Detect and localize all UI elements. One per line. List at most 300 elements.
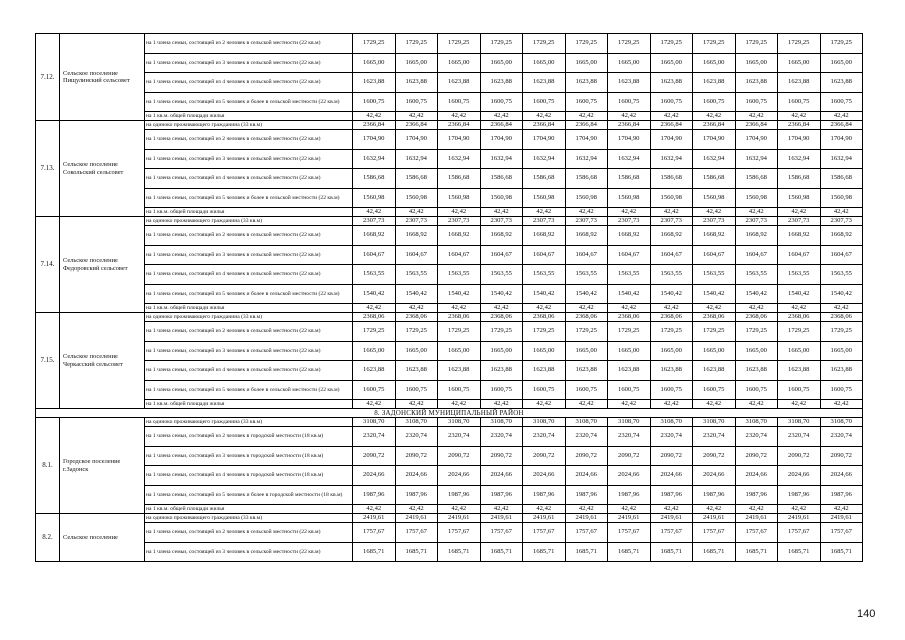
value-cell: 42,42 <box>650 400 693 409</box>
value-cell: 1604,67 <box>693 245 736 265</box>
value-cell: 42,42 <box>438 505 481 514</box>
value-cell: 2307,73 <box>820 217 863 226</box>
value-cell: 1632,94 <box>820 149 863 169</box>
value-cell: 1623,88 <box>438 361 481 381</box>
value-cell: 42,42 <box>650 208 693 217</box>
value-cell: 1586,68 <box>353 169 396 189</box>
table-row <box>36 188 863 208</box>
value-cell: 1729,25 <box>608 322 651 342</box>
category-label: на 1 кв.м. общей площади жилья <box>145 505 353 514</box>
value-cell: 42,42 <box>395 112 438 121</box>
value-cell: 42,42 <box>523 112 566 121</box>
value-cell: 2419,61 <box>480 514 523 523</box>
value-cell: 1665,00 <box>480 53 523 73</box>
value-cell: 3108,70 <box>608 418 651 427</box>
value-cell: 2368,06 <box>778 313 821 322</box>
value-cell: 1665,00 <box>735 341 778 361</box>
value-cell: 1623,88 <box>693 73 736 93</box>
value-cell: 42,42 <box>735 112 778 121</box>
table-row <box>36 265 863 285</box>
table-row <box>36 284 863 304</box>
value-cell: 1586,68 <box>735 169 778 189</box>
value-cell: 1665,00 <box>735 53 778 73</box>
value-cell: 1540,42 <box>480 284 523 304</box>
value-cell: 3108,70 <box>353 418 396 427</box>
value-cell: 1704,90 <box>395 130 438 150</box>
value-cell: 42,42 <box>608 304 651 313</box>
value-cell: 42,42 <box>820 400 863 409</box>
value-cell: 2320,74 <box>523 427 566 447</box>
value-cell: 1560,98 <box>693 188 736 208</box>
category-label: на 1 члена семьи, состоящей из 4 человек в городской местности (18 кв.м) <box>145 466 353 486</box>
value-cell: 1987,96 <box>735 485 778 505</box>
value-cell: 1685,71 <box>438 542 481 562</box>
value-cell: 42,42 <box>353 400 396 409</box>
value-cell: 1704,90 <box>650 130 693 150</box>
section-title: 8. ЗАДОНСКИЙ МУНИЦИПАЛЬНЫЙ РАЙОН <box>36 409 863 418</box>
value-cell: 42,42 <box>820 505 863 514</box>
value-cell: 1604,67 <box>353 245 396 265</box>
category-label: на 1 члена семьи, состоящей из 3 человек в сельской местности (22 кв.м) <box>145 149 353 169</box>
value-cell: 1623,88 <box>438 73 481 93</box>
value-cell: 1685,71 <box>565 542 608 562</box>
value-cell: 1540,42 <box>693 284 736 304</box>
value-cell: 2320,74 <box>608 427 651 447</box>
value-cell: 42,42 <box>820 112 863 121</box>
value-cell: 1560,98 <box>353 188 396 208</box>
value-cell: 2024,66 <box>650 466 693 486</box>
value-cell: 1604,67 <box>608 245 651 265</box>
value-cell: 1729,25 <box>523 322 566 342</box>
value-cell: 1729,25 <box>353 322 396 342</box>
value-cell: 1604,67 <box>395 245 438 265</box>
value-cell: 1560,98 <box>523 188 566 208</box>
value-cell: 2090,72 <box>480 446 523 466</box>
category-label: на одиноко проживающего гражданина (33 кв.м) <box>145 313 353 322</box>
value-cell: 1987,96 <box>778 485 821 505</box>
value-cell: 1563,55 <box>523 265 566 285</box>
value-cell: 1563,55 <box>820 265 863 285</box>
value-cell: 1632,94 <box>438 149 481 169</box>
value-cell: 1623,88 <box>820 361 863 381</box>
value-cell: 1604,67 <box>778 245 821 265</box>
value-cell: 3108,70 <box>650 418 693 427</box>
value-cell: 1632,94 <box>395 149 438 169</box>
value-cell: 42,42 <box>438 400 481 409</box>
table-row <box>36 53 863 73</box>
value-cell: 1757,67 <box>693 523 736 543</box>
value-cell: 42,42 <box>395 208 438 217</box>
value-cell: 1665,00 <box>395 53 438 73</box>
value-cell: 42,42 <box>778 112 821 121</box>
category-label: на 1 члена семьи, состоящей из 2 человек в городской местности (18 кв.м) <box>145 427 353 447</box>
value-cell: 42,42 <box>693 304 736 313</box>
value-cell: 42,42 <box>480 400 523 409</box>
value-cell: 1540,42 <box>395 284 438 304</box>
value-cell: 1560,98 <box>480 188 523 208</box>
value-cell: 2090,72 <box>693 446 736 466</box>
value-cell: 1729,25 <box>650 322 693 342</box>
value-cell: 1729,25 <box>353 34 396 54</box>
category-label: на 1 кв.м. общей площади жилья <box>145 304 353 313</box>
value-cell: 3108,70 <box>523 418 566 427</box>
value-cell: 1704,90 <box>693 130 736 150</box>
value-cell: 1623,88 <box>735 361 778 381</box>
value-cell: 1668,92 <box>693 226 736 246</box>
value-cell: 1729,25 <box>438 322 481 342</box>
category-label: на 1 члена семьи, состоящей из 2 человек в сельской местности (22 кв.м) <box>145 226 353 246</box>
value-cell: 2320,74 <box>353 427 396 447</box>
value-cell: 1600,75 <box>523 380 566 400</box>
value-cell: 42,42 <box>778 208 821 217</box>
value-cell: 1665,00 <box>650 341 693 361</box>
table-row <box>36 322 863 342</box>
value-cell: 1600,75 <box>353 92 396 112</box>
value-cell: 1623,88 <box>395 361 438 381</box>
value-cell: 2090,72 <box>650 446 693 466</box>
value-cell: 2366,84 <box>480 121 523 130</box>
value-cell: 1604,67 <box>523 245 566 265</box>
value-cell: 1729,25 <box>693 322 736 342</box>
category-label: на 1 члена семьи, состоящей из 5 человек и более в сельской местности (22 кв.м) <box>145 380 353 400</box>
value-cell: 1729,25 <box>395 322 438 342</box>
value-cell: 2024,66 <box>480 466 523 486</box>
value-cell: 2090,72 <box>820 446 863 466</box>
value-cell: 1600,75 <box>395 380 438 400</box>
category-label: на одиноко проживающего гражданина (33 кв.м) <box>145 217 353 226</box>
table-row <box>36 427 863 447</box>
value-cell: 2368,06 <box>650 313 693 322</box>
value-cell: 1623,88 <box>820 73 863 93</box>
value-cell: 1560,98 <box>735 188 778 208</box>
value-cell: 1586,68 <box>650 169 693 189</box>
value-cell: 1757,67 <box>735 523 778 543</box>
value-cell: 1563,55 <box>438 265 481 285</box>
value-cell: 2307,73 <box>735 217 778 226</box>
value-cell: 2307,73 <box>650 217 693 226</box>
value-cell: 1729,25 <box>820 34 863 54</box>
value-cell: 1668,92 <box>650 226 693 246</box>
value-cell: 2307,73 <box>395 217 438 226</box>
value-cell: 1704,90 <box>565 130 608 150</box>
value-cell: 42,42 <box>693 208 736 217</box>
value-cell: 42,42 <box>353 208 396 217</box>
value-cell: 2419,61 <box>820 514 863 523</box>
value-cell: 42,42 <box>565 112 608 121</box>
value-cell: 1604,67 <box>650 245 693 265</box>
value-cell: 1604,67 <box>438 245 481 265</box>
value-cell: 42,42 <box>778 505 821 514</box>
value-cell: 3108,70 <box>438 418 481 427</box>
value-cell: 42,42 <box>693 112 736 121</box>
value-cell: 1665,00 <box>353 53 396 73</box>
value-cell: 42,42 <box>565 208 608 217</box>
value-cell: 1623,88 <box>565 361 608 381</box>
value-cell: 1729,25 <box>395 34 438 54</box>
value-cell: 2419,61 <box>735 514 778 523</box>
table-row <box>36 466 863 486</box>
value-cell: 1623,88 <box>608 73 651 93</box>
value-cell: 1563,55 <box>608 265 651 285</box>
value-cell: 1586,68 <box>480 169 523 189</box>
value-cell: 1665,00 <box>438 53 481 73</box>
value-cell: 1757,67 <box>523 523 566 543</box>
value-cell: 1757,67 <box>778 523 821 543</box>
category-label: на одиноко проживающего гражданина (33 кв.м) <box>145 418 353 427</box>
value-cell: 1623,88 <box>353 361 396 381</box>
value-cell: 1665,00 <box>353 341 396 361</box>
value-cell: 3108,70 <box>395 418 438 427</box>
value-cell: 42,42 <box>523 400 566 409</box>
value-cell: 1685,71 <box>650 542 693 562</box>
value-cell: 1623,88 <box>650 73 693 93</box>
value-cell: 42,42 <box>395 304 438 313</box>
value-cell: 1600,75 <box>480 380 523 400</box>
value-cell: 1685,71 <box>480 542 523 562</box>
value-cell: 1729,25 <box>565 322 608 342</box>
value-cell: 1623,88 <box>480 361 523 381</box>
value-cell: 2366,84 <box>608 121 651 130</box>
value-cell: 1729,25 <box>735 34 778 54</box>
value-cell: 42,42 <box>523 505 566 514</box>
category-label: на 1 кв.м. общей площади жилья <box>145 112 353 121</box>
value-cell: 2307,73 <box>565 217 608 226</box>
value-cell: 1729,25 <box>480 34 523 54</box>
value-cell: 1586,68 <box>820 169 863 189</box>
value-cell: 2090,72 <box>735 446 778 466</box>
value-cell: 1600,75 <box>480 92 523 112</box>
value-cell: 2090,72 <box>608 446 651 466</box>
row-number: 8.2. <box>36 514 60 562</box>
value-cell: 1704,90 <box>735 130 778 150</box>
value-cell: 1600,75 <box>565 380 608 400</box>
table-row <box>36 149 863 169</box>
value-cell: 2320,74 <box>395 427 438 447</box>
value-cell: 1563,55 <box>778 265 821 285</box>
value-cell: 42,42 <box>608 112 651 121</box>
value-cell: 2419,61 <box>438 514 481 523</box>
value-cell: 1665,00 <box>565 341 608 361</box>
value-cell: 1600,75 <box>608 380 651 400</box>
value-cell: 2024,66 <box>565 466 608 486</box>
category-label: на 1 члена семьи, состоящей из 3 человек в сельской местности (22 кв.м) <box>145 542 353 562</box>
value-cell: 1560,98 <box>650 188 693 208</box>
value-cell: 1665,00 <box>820 53 863 73</box>
value-cell: 2307,73 <box>608 217 651 226</box>
value-cell: 1600,75 <box>820 92 863 112</box>
table-row <box>36 341 863 361</box>
value-cell: 1623,88 <box>735 73 778 93</box>
section-row <box>36 409 863 418</box>
value-cell: 1729,25 <box>438 34 481 54</box>
value-cell: 1623,88 <box>778 361 821 381</box>
settlement-name: Сельское поселение Сокольский сельсовет <box>60 121 145 217</box>
row-number: 8.1. <box>36 418 60 514</box>
value-cell: 1987,96 <box>693 485 736 505</box>
settlement-name: Сельское поселение Черкасский сельсовет <box>60 313 145 409</box>
value-cell: 42,42 <box>820 304 863 313</box>
value-cell: 1668,92 <box>565 226 608 246</box>
value-cell: 1668,92 <box>480 226 523 246</box>
value-cell: 1665,00 <box>523 53 566 73</box>
value-cell: 1563,55 <box>565 265 608 285</box>
row-number: 7.13. <box>36 121 60 217</box>
value-cell: 1600,75 <box>438 380 481 400</box>
table-row <box>36 446 863 466</box>
value-cell: 2090,72 <box>353 446 396 466</box>
value-cell: 2368,06 <box>820 313 863 322</box>
value-cell: 1600,75 <box>650 92 693 112</box>
table-row <box>36 400 863 409</box>
value-cell: 2090,72 <box>523 446 566 466</box>
value-cell: 1729,25 <box>778 322 821 342</box>
value-cell: 1665,00 <box>778 341 821 361</box>
value-cell: 1563,55 <box>395 265 438 285</box>
value-cell: 2368,06 <box>608 313 651 322</box>
value-cell: 2090,72 <box>438 446 481 466</box>
value-cell: 1623,88 <box>650 361 693 381</box>
value-cell: 42,42 <box>608 505 651 514</box>
value-cell: 1600,75 <box>438 92 481 112</box>
value-cell: 1560,98 <box>438 188 481 208</box>
value-cell: 3108,70 <box>820 418 863 427</box>
row-number: 7.14. <box>36 217 60 313</box>
value-cell: 1560,98 <box>565 188 608 208</box>
category-label: на 1 члена семьи, состоящей из 4 человек в сельской местности (22 кв.м) <box>145 361 353 381</box>
value-cell: 1560,98 <box>778 188 821 208</box>
value-cell: 2307,73 <box>438 217 481 226</box>
table-row <box>36 245 863 265</box>
value-cell: 1704,90 <box>523 130 566 150</box>
value-cell: 1729,25 <box>480 322 523 342</box>
category-label: на 1 члена семьи, состоящей из 4 человек в сельской местности (22 кв.м) <box>145 169 353 189</box>
value-cell: 1600,75 <box>650 380 693 400</box>
value-cell: 2024,66 <box>438 466 481 486</box>
value-cell: 2320,74 <box>438 427 481 447</box>
value-cell: 1600,75 <box>735 92 778 112</box>
value-cell: 1757,67 <box>480 523 523 543</box>
value-cell: 1665,00 <box>778 53 821 73</box>
table-row <box>36 208 863 217</box>
value-cell: 2320,74 <box>735 427 778 447</box>
value-cell: 42,42 <box>735 304 778 313</box>
category-label: на одиноко проживающего гражданина (33 кв.м) <box>145 121 353 130</box>
category-label: на 1 члена семьи, состоящей из 3 человек в сельской местности (22 кв.м) <box>145 341 353 361</box>
table-row <box>36 418 863 427</box>
value-cell: 2024,66 <box>820 466 863 486</box>
value-cell: 1600,75 <box>778 380 821 400</box>
value-cell: 1623,88 <box>523 73 566 93</box>
value-cell: 1987,96 <box>650 485 693 505</box>
table-row <box>36 130 863 150</box>
table-row <box>36 121 863 130</box>
value-cell: 1623,88 <box>353 73 396 93</box>
category-label: на 1 члена семьи, состоящей из 5 человек и более в городской местности (18 кв.м) <box>145 485 353 505</box>
value-cell: 1586,68 <box>693 169 736 189</box>
category-label: на 1 члена семьи, состоящей из 5 человек и более в сельской местности (22 кв.м) <box>145 188 353 208</box>
value-cell: 1604,67 <box>480 245 523 265</box>
value-cell: 1540,42 <box>735 284 778 304</box>
row-number: 7.12. <box>36 34 60 121</box>
value-cell: 1665,00 <box>693 53 736 73</box>
value-cell: 1757,67 <box>353 523 396 543</box>
category-label: на 1 кв.м. общей площади жилья <box>145 400 353 409</box>
value-cell: 42,42 <box>353 112 396 121</box>
value-cell: 1600,75 <box>693 380 736 400</box>
value-cell: 2419,61 <box>650 514 693 523</box>
value-cell: 2368,06 <box>735 313 778 322</box>
value-cell: 42,42 <box>480 112 523 121</box>
value-cell: 1665,00 <box>565 53 608 73</box>
value-cell: 42,42 <box>523 304 566 313</box>
value-cell: 1668,92 <box>735 226 778 246</box>
value-cell: 2419,61 <box>565 514 608 523</box>
table-row <box>36 92 863 112</box>
value-cell: 1668,92 <box>353 226 396 246</box>
value-cell: 1604,67 <box>565 245 608 265</box>
value-cell: 2368,06 <box>395 313 438 322</box>
value-cell: 1540,42 <box>778 284 821 304</box>
value-cell: 2366,84 <box>523 121 566 130</box>
category-label: на 1 члена семьи, состоящей из 3 человек в сельской местности (22 кв.м) <box>145 245 353 265</box>
value-cell: 42,42 <box>820 208 863 217</box>
value-cell: 2090,72 <box>395 446 438 466</box>
value-cell: 2307,73 <box>353 217 396 226</box>
table-row <box>36 514 863 523</box>
value-cell: 42,42 <box>565 304 608 313</box>
value-cell: 1704,90 <box>480 130 523 150</box>
value-cell: 1586,68 <box>608 169 651 189</box>
value-cell: 1665,00 <box>693 341 736 361</box>
value-cell: 1540,42 <box>353 284 396 304</box>
value-cell: 1987,96 <box>353 485 396 505</box>
value-cell: 2024,66 <box>523 466 566 486</box>
value-cell: 2320,74 <box>693 427 736 447</box>
value-cell: 1560,98 <box>820 188 863 208</box>
value-cell: 1987,96 <box>395 485 438 505</box>
value-cell: 3108,70 <box>480 418 523 427</box>
value-cell: 42,42 <box>480 208 523 217</box>
value-cell: 1563,55 <box>693 265 736 285</box>
value-cell: 2366,84 <box>820 121 863 130</box>
value-cell: 3108,70 <box>778 418 821 427</box>
value-cell: 1604,67 <box>820 245 863 265</box>
value-cell: 1729,25 <box>565 34 608 54</box>
table-row <box>36 217 863 226</box>
value-cell: 42,42 <box>650 304 693 313</box>
value-cell: 42,42 <box>608 208 651 217</box>
value-cell: 42,42 <box>565 400 608 409</box>
value-cell: 1586,68 <box>778 169 821 189</box>
value-cell: 1685,71 <box>608 542 651 562</box>
value-cell: 42,42 <box>650 505 693 514</box>
value-cell: 42,42 <box>523 208 566 217</box>
value-cell: 1623,88 <box>565 73 608 93</box>
value-cell: 1729,25 <box>778 34 821 54</box>
value-cell: 1632,94 <box>353 149 396 169</box>
value-cell: 42,42 <box>565 505 608 514</box>
value-cell: 1685,71 <box>820 542 863 562</box>
value-cell: 1623,88 <box>395 73 438 93</box>
table-row <box>36 112 863 121</box>
value-cell: 1600,75 <box>565 92 608 112</box>
value-cell: 1757,67 <box>565 523 608 543</box>
value-cell: 1540,42 <box>438 284 481 304</box>
value-cell: 1987,96 <box>438 485 481 505</box>
table-row <box>36 313 863 322</box>
value-cell: 2307,73 <box>778 217 821 226</box>
value-cell: 42,42 <box>735 208 778 217</box>
